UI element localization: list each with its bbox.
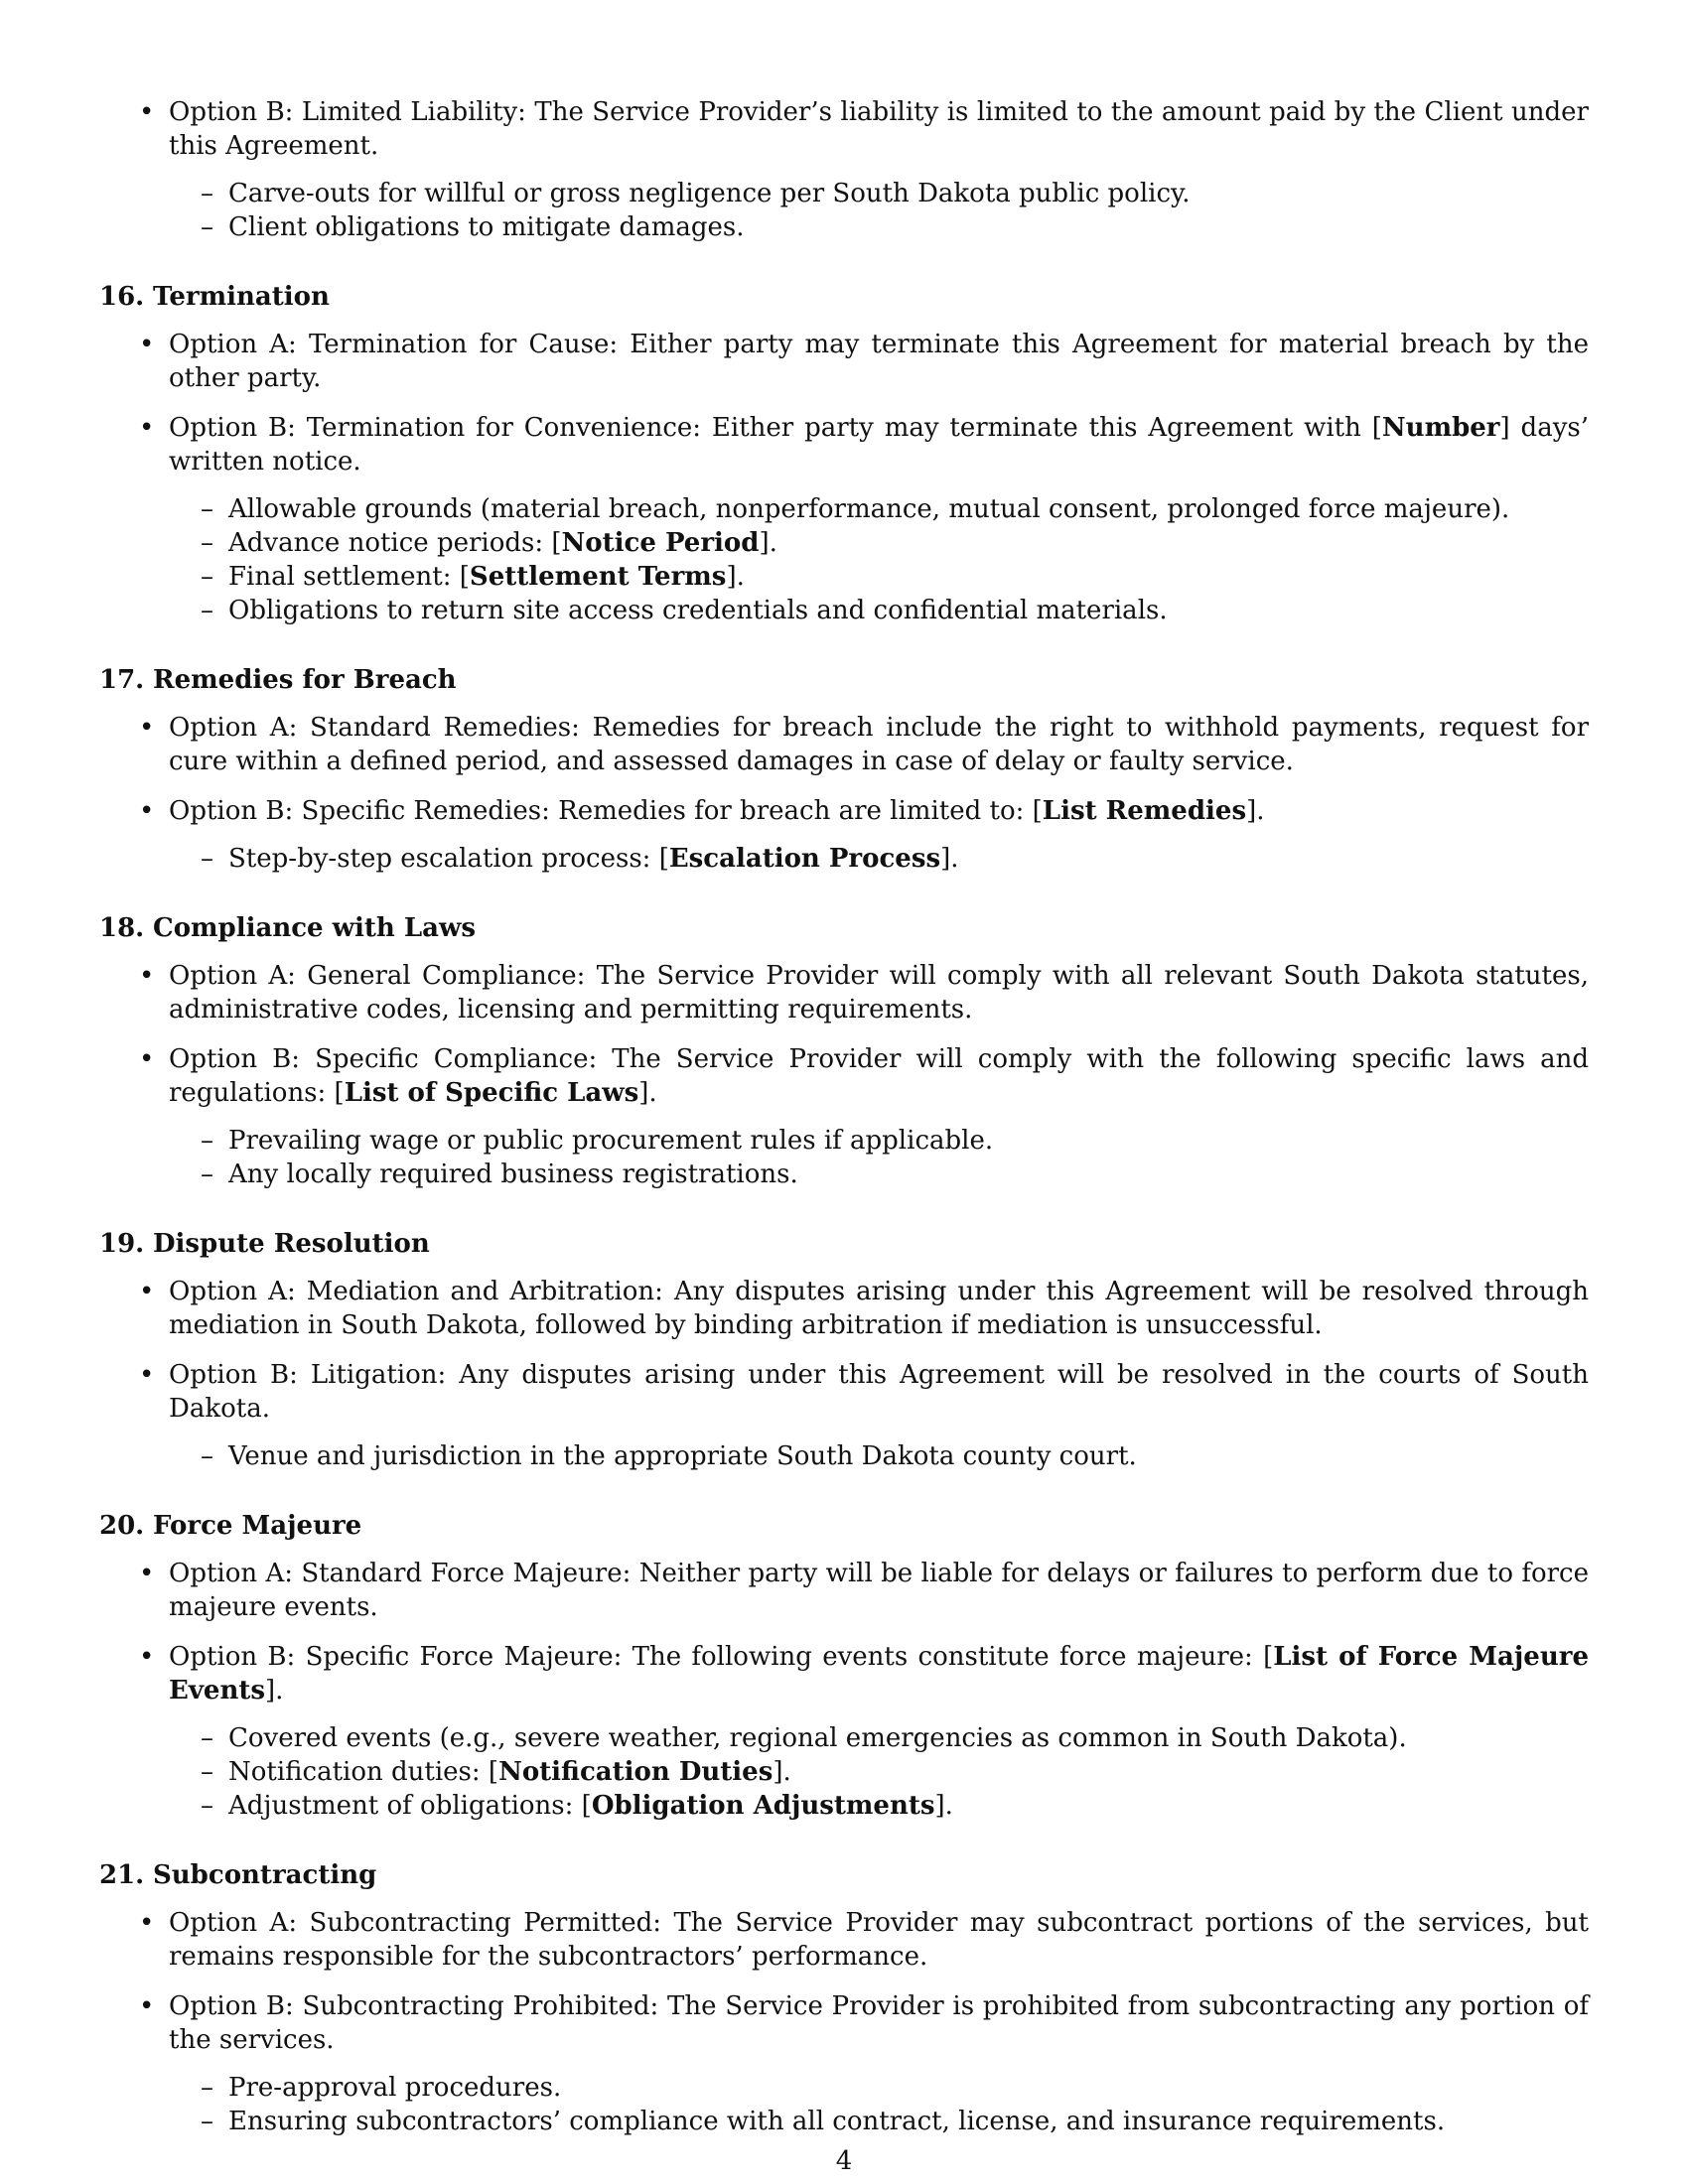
option-item — [99, 1906, 1589, 1974]
option-list — [99, 711, 1589, 876]
text-segment: Option B: Specific Compliance: The Service Provider will comply with the following specific laws and regulations: [ — [169, 1044, 1589, 1108]
sub-item — [99, 1158, 1589, 1191]
sub-item — [99, 560, 1589, 594]
sub-list — [169, 1124, 1589, 1191]
option-list — [99, 1557, 1589, 1823]
sub-item — [99, 2105, 1589, 2138]
text-segment: Option A: Standard Remedies: Remedies for breach include the right to withhold payments, request for cure within a defined period, and assessed damages in case of delay or faulty service. — [169, 713, 1589, 776]
option-item — [99, 1557, 1589, 1624]
option-list — [99, 1275, 1589, 1473]
text-segment: Prevailing wage or public procurement rules if applicable. — [228, 1126, 994, 1156]
option-item — [99, 794, 1589, 876]
section-number: 17. — [99, 665, 145, 695]
text-segment: ]. — [773, 1757, 791, 1787]
placeholder-field: Settlement Terms — [469, 562, 727, 592]
text-segment: Option B: Specific Remedies: Remedies for breach are limited to: [ — [169, 796, 1043, 826]
section-heading — [99, 1227, 1589, 1261]
option-list — [99, 959, 1589, 1191]
text-segment: Option A: Standard Force Majeure: Neither party will be liable for delays or failures to perform due to force majeure events. — [169, 1559, 1589, 1622]
placeholder-field: Escalation Process — [668, 844, 941, 874]
sub-item — [99, 2071, 1589, 2105]
text-segment: ]. — [1246, 796, 1265, 826]
sub-item — [99, 526, 1589, 560]
section-number: 18. — [99, 913, 145, 943]
option-item — [99, 711, 1589, 778]
placeholder-field: Notice Period — [561, 528, 760, 558]
text-segment: Option A: Termination for Cause: Either party may terminate this Agreement for material breach by the other party. — [169, 330, 1589, 393]
text-segment: Final settlement: [ — [228, 562, 470, 592]
section-title: Subcontracting — [153, 1860, 377, 1890]
section-16 — [99, 280, 1589, 627]
section-20 — [99, 1509, 1589, 1823]
option-item — [99, 1640, 1589, 1823]
text-segment: Notification duties: [ — [228, 1757, 499, 1787]
sub-item — [99, 1721, 1589, 1755]
text-segment: Option A: Mediation and Arbitration: Any disputes arising under this Agreement will be resolved through mediation in South Dakota, followed by binding arbitration if mediation is unsuccessful. — [169, 1277, 1589, 1340]
sub-item: – Carve-outs for willful or gross negligence per South Dakota public policy. — [99, 177, 1589, 210]
text-segment: Obligations to return site access credentials and confidential materials. — [228, 596, 1168, 625]
section-heading — [99, 663, 1589, 697]
text-segment: Covered events (e.g., severe weather, regional emergencies as common in South Dakota). — [228, 1723, 1407, 1753]
placeholder-field: Notification Duties — [498, 1757, 774, 1787]
text-segment: Pre-approval procedures. — [228, 2073, 562, 2103]
text-segment: Advance notice periods: [ — [228, 528, 562, 558]
text-segment: Option B: Termination for Convenience: Either party may terminate this Agreement with [ — [169, 413, 1382, 443]
document-body — [99, 95, 1589, 2174]
option-list — [99, 1906, 1589, 2138]
sub-item — [99, 842, 1589, 876]
text-segment: Any locally required business registrations. — [228, 1160, 798, 1189]
option-list — [99, 328, 1589, 627]
option-b-limited-liability — [99, 95, 1589, 244]
section-number: 21. — [99, 1860, 145, 1890]
sub-item — [99, 1439, 1589, 1473]
sub-item — [99, 492, 1589, 526]
section-17 — [99, 663, 1589, 876]
option-item — [99, 328, 1589, 395]
sub-item: – Client obligations to mitigate damages. — [99, 210, 1589, 244]
section-18 — [99, 911, 1589, 1191]
section-21 — [99, 1858, 1589, 2138]
sub-list — [169, 177, 1589, 244]
sections-container — [99, 280, 1589, 2138]
text-segment: Option A: Subcontracting Permitted: The Service Provider may subcontract portions of the services, but remains responsible for the subcontractors’ performance. — [169, 1908, 1589, 1972]
placeholder-field: Number — [1381, 413, 1500, 443]
section-19 — [99, 1227, 1589, 1473]
section-title: Force Majeure — [153, 1511, 362, 1541]
section-15-continuation — [99, 95, 1589, 244]
section-title: Compliance with Laws — [153, 913, 477, 943]
section-number: 16. — [99, 282, 145, 312]
section-number: 20. — [99, 1511, 145, 1541]
placeholder-field: List of Specific Laws — [344, 1078, 639, 1108]
placeholder-field: Obligation Adjustments — [591, 1791, 935, 1821]
sub-item — [99, 1124, 1589, 1158]
text-segment: ]. — [759, 528, 777, 558]
text-segment: ]. — [638, 1078, 657, 1108]
option-item — [99, 411, 1589, 627]
section-heading — [99, 280, 1589, 314]
section-heading — [99, 1509, 1589, 1543]
text-segment: ]. — [940, 844, 959, 874]
section-title: Dispute Resolution — [153, 1229, 430, 1259]
option-list — [99, 95, 1589, 244]
option-item — [99, 1042, 1589, 1191]
sub-list — [169, 2071, 1589, 2138]
text-segment: ] days’ written notice. — [169, 413, 1589, 477]
text-segment: Ensuring subcontractors’ compliance with all contract, license, and insurance requirements. — [228, 2107, 1446, 2136]
text-segment: Step-by-step escalation process: [ — [228, 844, 669, 874]
option-item — [99, 1989, 1589, 2138]
section-title: Remedies for Breach — [153, 665, 457, 695]
text-segment: Allowable grounds (material breach, nonperformance, mutual consent, prolonged force majeure). — [228, 494, 1510, 524]
section-title: Termination — [153, 282, 330, 312]
text-segment: Option B: Specific Force Majeure: The following events constitute force majeure: [ — [169, 1642, 1274, 1672]
placeholder-field: List Remedies — [1042, 796, 1247, 826]
sub-item — [99, 1755, 1589, 1789]
sub-list — [169, 842, 1589, 876]
section-heading — [99, 911, 1589, 945]
text-segment: ]. — [934, 1791, 953, 1821]
text-segment: Option B: Litigation: Any disputes arising under this Agreement will be resolved in the courts of South Dakota. — [169, 1360, 1589, 1424]
sub-item — [99, 594, 1589, 627]
text-segment: ]. — [726, 562, 745, 592]
text-segment: Venue and jurisdiction in the appropriate South Dakota county court. — [228, 1441, 1137, 1471]
option-item — [99, 1358, 1589, 1473]
option-item — [99, 959, 1589, 1026]
text-segment: ]. — [265, 1676, 284, 1706]
sub-item — [99, 1789, 1589, 1823]
section-number: 19. — [99, 1229, 145, 1259]
page-number: 4 — [835, 2146, 853, 2176]
placeholder-field: List of Force Majeure Events — [169, 1642, 1589, 1706]
sub-list — [169, 492, 1589, 627]
option-text: Option B: Limited Liability: The Service Provider’s liability is limited to the amount paid by the Client under this Agreement. — [169, 97, 1589, 161]
text-segment: Option B: Subcontracting Prohibited: The Service Provider is prohibited from subcontracting any portion of the services. — [169, 1991, 1589, 2055]
sub-list — [169, 1439, 1589, 1473]
text-segment: Adjustment of obligations: [ — [228, 1791, 592, 1821]
section-heading — [99, 1858, 1589, 1892]
sub-list — [169, 1721, 1589, 1823]
option-item — [99, 1275, 1589, 1342]
text-segment: Option A: General Compliance: The Service Provider will comply with all relevant South Dakota statutes, administrative codes, licensing and permitting requirements. — [169, 961, 1589, 1024]
